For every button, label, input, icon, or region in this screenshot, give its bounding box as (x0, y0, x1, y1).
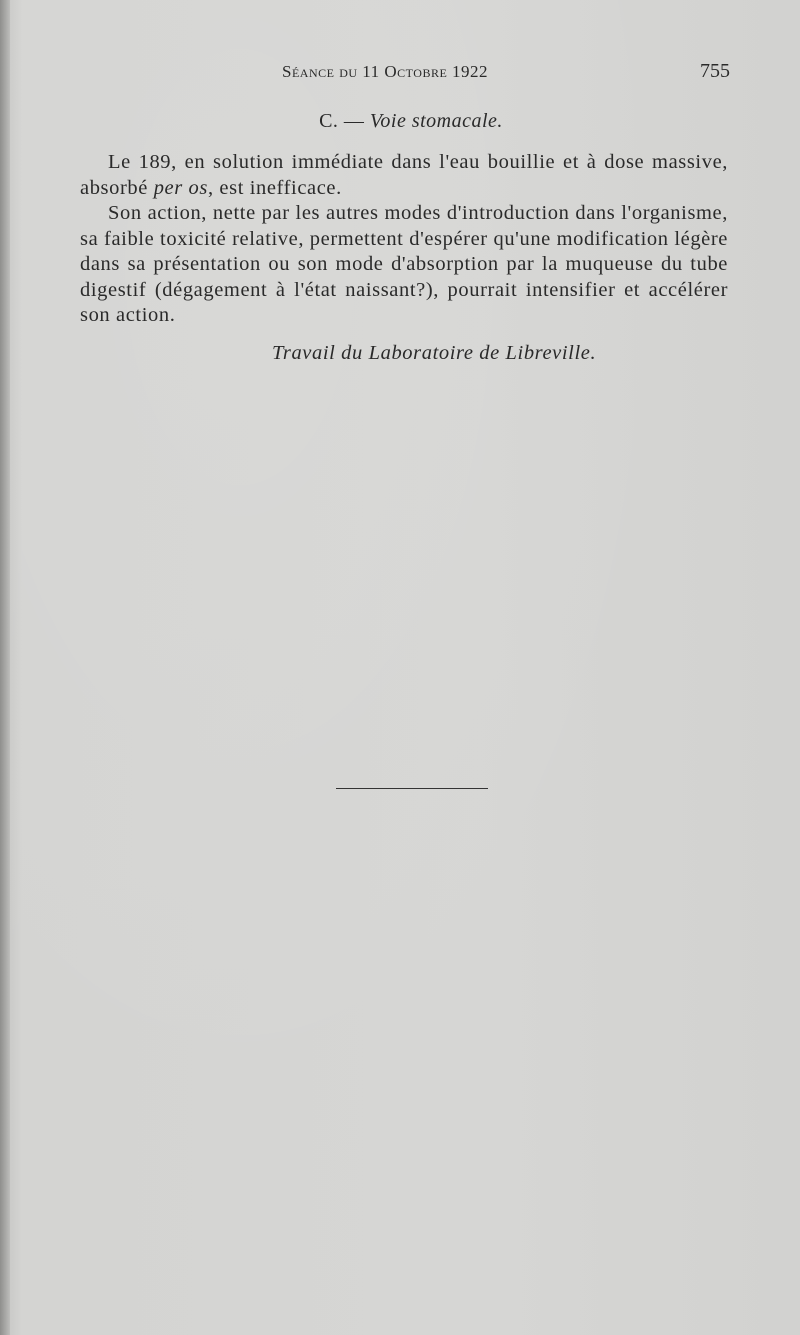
laboratory-signature: Travail du Laboratoire de Libreville. (272, 342, 597, 364)
running-header (0, 60, 800, 90)
latin-emphasis: per os (153, 176, 208, 199)
paragraph-text: Le 189, en solution immédiate dans l'eau bouillie et à dose massive, absorbé (80, 151, 728, 199)
page-number: 755 (700, 60, 730, 82)
closing-rule (336, 788, 488, 789)
page-binding-edge (0, 0, 10, 1335)
paragraph: Son action, nette par les autres modes d'introduction dans l'organisme, sa faible toxicité relative, permettent d'espérer qu'une modification légère dans sa présentation ou son mode d'absorption par la muqueuse du tube digestif (dégagement à l'état naissant?), pourrait intensifier et accélérer son action. (80, 202, 728, 326)
paragraph (80, 150, 728, 201)
paragraph-text: , est inefficace. (207, 176, 342, 199)
running-title: Séance du 11 Octobre 1922 (282, 62, 489, 81)
body-text (80, 150, 728, 329)
section-heading (0, 110, 800, 133)
section-title: Voie stomacale. (369, 110, 503, 132)
section-label: C. — (319, 110, 365, 132)
